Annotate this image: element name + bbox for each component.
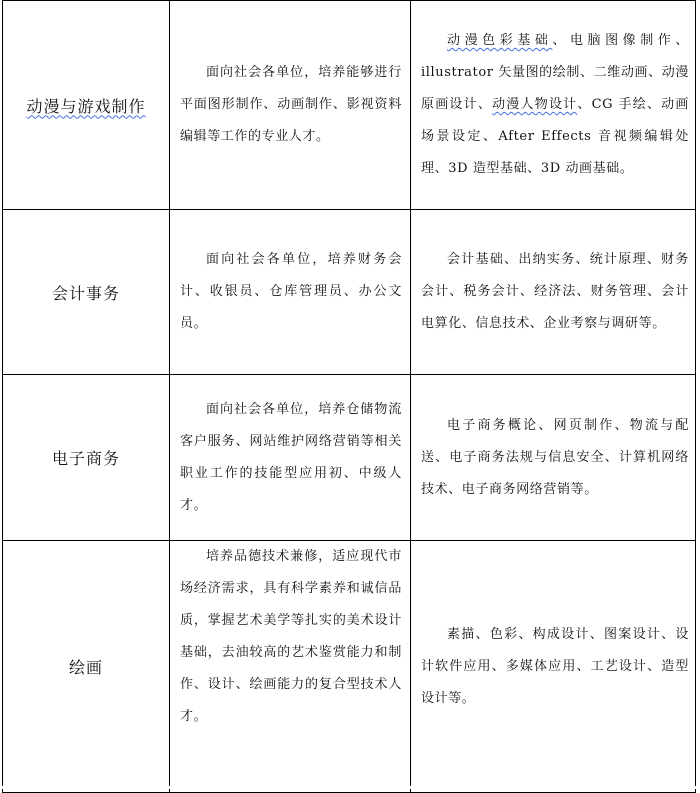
- courses-text-part: 、CG 手绘、动画场景设定、After Effects 音视频编辑处理、3D 造型基础、3D 动画基础。: [421, 97, 689, 176]
- courses-cell: [411, 541, 696, 793]
- major-name: 绘画: [68, 658, 103, 677]
- major-name-cell: [3, 541, 170, 793]
- major-name: 电子商务: [51, 449, 120, 468]
- training-goal-cell: [170, 1, 411, 210]
- courses-text-part: 动漫色彩基础: [447, 33, 553, 48]
- training-goal-text: 培养品德技术兼修，适应现代市场经济需求，具有科学素养和诚信品质，掌握艺术美学等扎实的美术设计基础，去油较高的艺术鉴赏能力和制作、设计、绘画能力的复合型技术人才。: [180, 549, 402, 724]
- majors-table: [2, 0, 696, 793]
- training-goal-cell: [170, 541, 411, 793]
- major-name-cell: [3, 1, 170, 210]
- courses-text: [421, 25, 689, 185]
- courses-text: 素描、色彩、构成设计、图案设计、设计软件应用、多媒体应用、工艺设计、造型设计等。: [421, 626, 689, 706]
- courses-text-part: 动漫人物设计: [492, 97, 578, 112]
- table-row: [3, 541, 696, 793]
- major-name: 动漫与游戏制作: [26, 96, 146, 116]
- major-name-cell: [3, 210, 170, 375]
- courses-cell: [411, 375, 696, 541]
- courses-text-part: 、电脑图像制作、illustrator 矢量图的绘制、二维动画、动漫原画设计、: [421, 33, 689, 112]
- table-row: [3, 1, 696, 210]
- courses-cell: [411, 1, 696, 210]
- major-name: 会计事务: [51, 283, 120, 303]
- courses-text: 会计基础、出纳实务、统计原理、财务会计、税务会计、经济法、财务管理、会计电算化、信息技术、企业考察与调研等。: [421, 252, 689, 331]
- table-row: [3, 375, 696, 541]
- major-name-cell: [3, 375, 170, 541]
- training-goal-cell: [170, 210, 411, 375]
- courses-text: 电子商务概论、网页制作、物流与配送、电子商务法规与信息安全、计算机网络技术、电子商务网络营销等。: [421, 417, 689, 497]
- training-goal-text: 面向社会各单位，培养仓储物流客户服务、网站维护网络营销等相关职业工作的技能型应用初、中级人才。: [180, 401, 402, 513]
- courses-cell: [411, 210, 696, 375]
- training-goal-text: 面向社会各单位，培养财务会计、收银员、仓库管理员、办公文员。: [180, 252, 402, 331]
- training-goal-text: 面向社会各单位，培养能够进行平面图形制作、动画制作、影视资料编辑等工作的专业人才。: [180, 65, 402, 144]
- table-row: [3, 210, 696, 375]
- training-goal-cell: [170, 375, 411, 541]
